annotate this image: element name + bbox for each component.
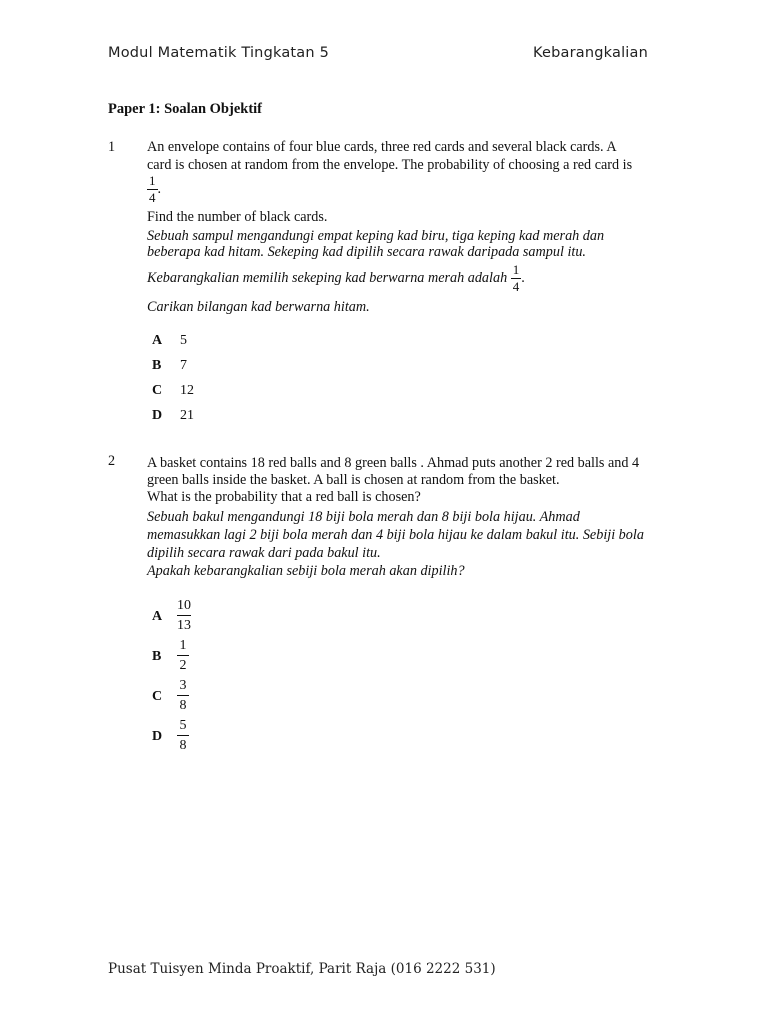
q1-malay-line-1: Sebuah sampul mengandungi empat keping kad biru, tiga keping kad merah dan [147,228,605,244]
q2-option-b-letter: B [152,649,162,664]
q1-malay-fraction [511,263,522,294]
q1-option-b-value: 7 [180,358,187,373]
q1-fraction-one-quarter [147,174,158,205]
fraction-denominator: 8 [179,738,187,753]
q1-malay-line-3 [147,263,525,294]
fraction-bar [177,735,189,736]
q2-option-c-fraction [177,678,189,713]
q2-option-d-letter: D [152,729,163,744]
q1-option-d-letter: D [152,408,163,423]
fraction-numerator: 1 [179,638,187,653]
fraction-denominator: 2 [179,658,187,673]
q1-malay-fraction-suffix: . [521,269,525,286]
fraction-denominator: 8 [179,698,187,713]
question-2-number: 2 [108,453,116,469]
q1-option-d-value: 21 [180,408,194,423]
q2-text-line-2: green balls inside the basket. A ball is chosen at random from the basket. [147,472,560,488]
fraction-numerator: 3 [179,678,187,693]
fraction-bar [177,695,189,696]
fraction-numerator: 1 [512,262,520,277]
q2-option-b-fraction [177,638,189,673]
fraction-numerator: 5 [179,718,187,733]
q2-option-c-letter: C [152,689,163,704]
q1-option-a-value: 5 [180,333,187,348]
q1-option-c-letter: C [152,383,163,398]
fraction-bar [177,615,191,616]
q1-text-line-2: card is chosen at random from the envelope. The probability of choosing a red card is [147,157,633,173]
fraction-denominator: 13 [177,618,191,633]
q1-option-c-value: 12 [180,383,194,398]
fraction-numerator: 10 [177,598,191,613]
q2-option-a-letter: A [152,609,163,624]
q2-text-line-3: What is the probability that a red ball is chosen? [147,489,421,505]
q1-text-line-1: An envelope contains of four blue cards, three red cards and several black cards. A [147,139,617,155]
q1-option-a-letter: A [152,333,163,348]
question-1-number: 1 [108,139,116,155]
header-topic: Kebarangkalian [533,45,648,61]
fraction-numerator: 1 [149,173,156,188]
fraction-bar [177,655,189,656]
q2-malay-line-4: Apakah kebarangkalian sebiji bola merah akan dipilih? [147,563,465,579]
q1-malay-line-4: Carikan bilangan kad berwarna hitam. [147,299,370,315]
fraction-denominator: 4 [149,190,156,205]
paper-title: Paper 1: Soalan Objektif [108,101,262,117]
q1-text-line-3: Find the number of black cards. [147,209,328,225]
fraction-denominator: 4 [512,279,520,294]
q1-option-b-letter: B [152,358,162,373]
q2-malay-line-1: Sebuah bakul mengandungi 18 biji bola merah dan 8 biji bola hijau. Ahmad [147,509,580,525]
q2-malay-line-3: dipilih secara rawak dari pada bakul itu. [147,545,381,561]
q1-fraction-line [147,174,161,205]
q2-text-line-1: A basket contains 18 red balls and 8 green balls . Ahmad puts another 2 red balls and 4 [147,455,640,471]
q1-fraction-suffix: . [157,180,162,197]
q2-option-a-fraction [177,598,191,633]
q2-option-d-fraction [177,718,189,753]
q2-malay-line-2: memasukkan lagi 2 biji bola merah dan 4 biji bola hijau ke dalam bakul itu. Sebiji bola [147,527,644,543]
footer-tuition-centre: Pusat Tuisyen Minda Proaktif, Parit Raja (016 2222 531) [108,961,496,977]
header-module-title: Modul Matematik Tingkatan 5 [108,45,330,61]
q1-malay-probability-text: Kebarangkalian memilih sekeping kad berwarna merah adalah [147,269,508,286]
q1-malay-line-2: beberapa kad hitam. Sekeping kad dipilih secara rawak daripada sampul itu. [147,244,586,260]
